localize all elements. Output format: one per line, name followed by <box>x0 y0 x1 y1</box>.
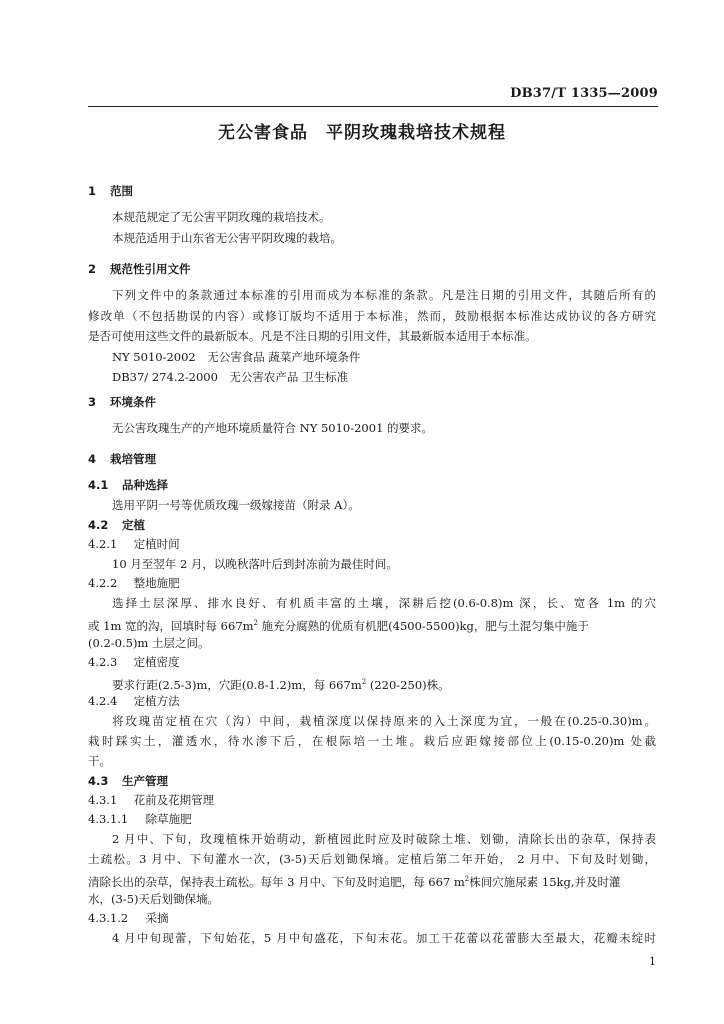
superscript: 2 <box>253 619 259 627</box>
section-number: 4.3.1.1 <box>88 812 129 826</box>
section-number: 4.3 <box>88 774 109 788</box>
subsection-4-2-heading <box>88 518 145 532</box>
paragraph: 无公害玫瑰生产的产地环境质量符合 NY 5010-2001 的要求。 <box>112 421 434 435</box>
section-number: 1 <box>88 184 97 198</box>
paragraph: 10 月至翌年 2 月，以晚秋落叶后到封冻前为最佳时间。 <box>112 557 398 571</box>
section-number: 4 <box>88 452 97 466</box>
paragraph: 本规范适用于山东省无公害平阴玫瑰的栽培。 <box>112 231 342 245</box>
section-number: 3 <box>88 395 97 409</box>
text-run: 清除长出的杂草，保持表土疏松。每年 3 月中、下旬及时追肥，每 667 m <box>88 874 465 889</box>
section-title: 品种选择 <box>122 478 169 492</box>
subsection-4-2-3-heading <box>88 655 180 669</box>
subsection-4-2-2-heading <box>88 576 180 590</box>
standard-code: DB37/T 1335—2009 <box>510 86 658 101</box>
paragraph-line: 水，(3-5)天后划锄保墒。 <box>88 892 219 906</box>
section-4-heading <box>88 452 156 466</box>
section-title: 定植 <box>122 518 146 532</box>
section-title: 整地施肥 <box>133 576 180 590</box>
paragraph-line: 下列文件中的条款通过本标准的引用而成为本标准的条款。凡是注日期的引用文件，其随后所有的 <box>112 288 656 302</box>
section-number: 4.2.4 <box>88 694 118 708</box>
section-number: 4.2 <box>88 518 109 532</box>
paragraph-line: 选择土层深厚、排水良好、有机质丰富的土壤，深耕后挖(0.6-0.8)m 深，长、宽各 1m 的穴 <box>112 596 656 610</box>
section-title: 定植方法 <box>133 694 180 708</box>
paragraph-line: 将玫瑰苗定植在穴（沟）中间，栽植深度以保持原来的入土深度为宜，一般在(0.25-0.30)m。 <box>112 714 656 728</box>
paragraph: 选用平阴一号等优质玫瑰一级嫁接苗（附录 A）。 <box>112 498 360 512</box>
section-3-heading <box>88 395 156 409</box>
paragraph-line: 修改单（不包括勘误的内容）或修订版均不适用于本标准，然而，鼓励根据本标准达成协议的各方研究 <box>88 309 656 323</box>
section-title: 范围 <box>110 184 134 198</box>
paragraph: 本规范规定了无公害平阴玫瑰的栽培技术。 <box>112 210 331 224</box>
paragraph-line: 是否可使用这些文件的最新版本。凡是不注日期的引用文件，其最新版本适用于本标准。 <box>88 329 537 343</box>
header-rule <box>88 106 658 107</box>
section-number: 4.2.3 <box>88 655 118 669</box>
paragraph-line <box>112 675 450 692</box>
subsection-4-2-1-heading <box>88 537 180 551</box>
section-2-heading <box>88 262 191 276</box>
reference-item: NY 5010-2002 无公害食品 蔬菜产地环境条件 <box>112 350 361 364</box>
section-number: 4.1 <box>88 478 109 492</box>
document-title: 无公害食品 平阴玫瑰栽培技术规程 <box>218 123 506 143</box>
section-number: 2 <box>88 262 97 276</box>
paragraph-line <box>88 872 621 889</box>
section-title: 定植密度 <box>133 655 180 669</box>
subsection-4-3-1-1-heading <box>88 812 192 826</box>
section-1-heading <box>88 184 133 198</box>
subsection-4-1-heading <box>88 478 168 492</box>
subsection-4-2-4-heading <box>88 694 180 708</box>
section-number: 4.2.2 <box>88 576 118 590</box>
section-number: 4.2.1 <box>88 537 118 551</box>
paragraph-line <box>88 616 589 633</box>
section-title: 花前及花期管理 <box>133 793 215 807</box>
reference-item: DB37/ 274.2-2000 无公害农产品 卫生标准 <box>112 370 349 384</box>
text-run: 株间穴施尿素 15kg,并及时灌 <box>469 874 621 889</box>
section-title: 生产管理 <box>122 774 169 788</box>
section-title: 定植时间 <box>133 537 180 551</box>
section-title: 环境条件 <box>110 395 157 409</box>
text-run: 要求行距(2.5-3)m，穴距(0.8-1.2)m，每 667m <box>112 677 362 692</box>
subsection-4-3-1-heading <box>88 793 214 807</box>
section-number: 4.3.1.2 <box>88 911 129 925</box>
section-number: 4.3.1 <box>88 793 118 807</box>
paragraph-line: 干。 <box>88 754 111 768</box>
paragraph-line: 土疏松。3 月中、下旬灌水一次，(3-5)天后划锄保墒。定植后第二年开始， 2 月中、下旬及时划锄， <box>88 852 656 866</box>
text-run: 施充分腐熟的优质有机肥(4500-5500)kg，肥与土混匀集中施于 <box>258 618 589 633</box>
text-run: 或 1m 宽的沟，回填时每 667m <box>88 618 254 633</box>
paragraph-line: 4 月中旬现蕾，下旬始花，5 月中旬盛花，下旬末花。加工干花蕾以花蕾膨大至最大，花瓣未绽时 <box>112 931 656 945</box>
section-title: 栽培管理 <box>110 452 157 466</box>
subsection-4-3-1-2-heading <box>88 911 169 925</box>
text-run: (220-250)株。 <box>366 677 450 692</box>
section-title: 采摘 <box>145 911 169 925</box>
paragraph-line: 栽时踩实土，灌透水，待水渗下后，在根际培一土堆。栽后应距嫁接部位上(0.15-0.20)m 处截 <box>88 734 656 748</box>
paragraph-line: 2 月中、下旬，玫瑰植株开始萌动，新植园此时应及时破除土堆、划锄，清除长出的杂草，保持表 <box>112 832 656 846</box>
section-title: 除草施肥 <box>145 812 192 826</box>
section-title: 规范性引用文件 <box>110 262 191 276</box>
superscript: 2 <box>361 678 367 686</box>
page-number: 1 <box>649 955 656 968</box>
paragraph-line: (0.2-0.5)m 土层之间。 <box>88 636 210 650</box>
subsection-4-3-heading <box>88 774 168 788</box>
superscript: 2 <box>464 875 470 883</box>
